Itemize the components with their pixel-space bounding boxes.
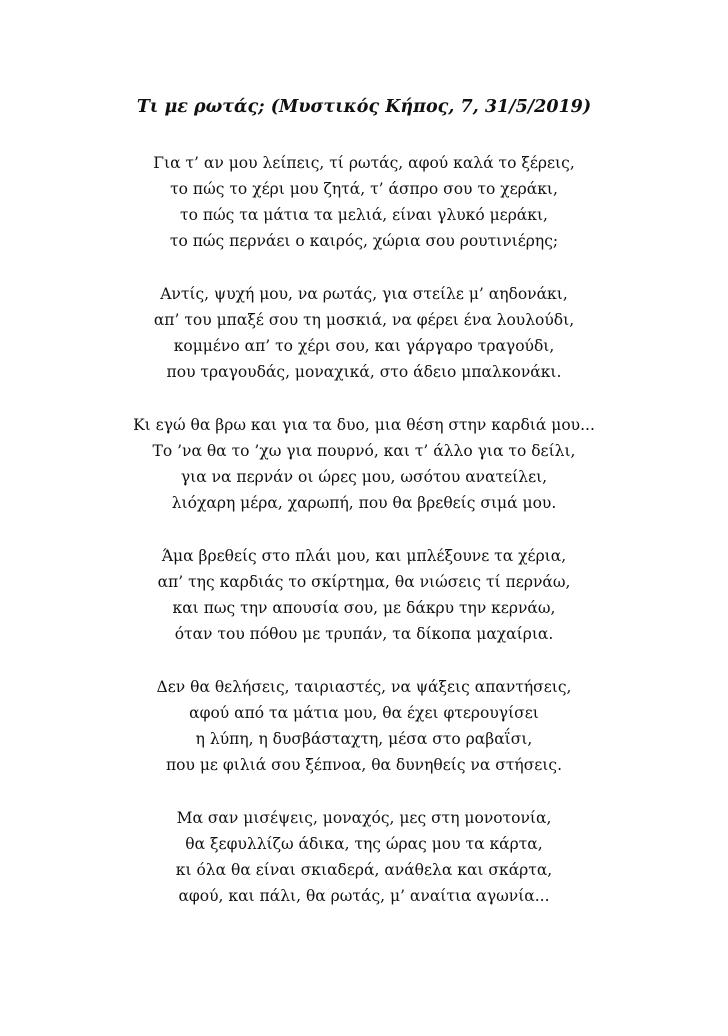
poem-line: θα ξεφυλλίζω άδικα, της ώρας μου τα κάρτα, bbox=[185, 835, 543, 853]
poem-line: απ’ του μπαξέ σου τη μοσκιά, να φέρει ένα λουλούδι, bbox=[153, 311, 575, 329]
poem-line: κι όλα θα είναι σκιαδερά, ανάθελα και σκάρτα, bbox=[175, 861, 553, 879]
poem-line: το πώς περνάει ο καιρός, χώρια σου ρουτινιέρης; bbox=[169, 232, 559, 250]
poem-line: Άμα βρεθείς στο πλάι μου, και μπλέξουνε τα χέρια, bbox=[161, 547, 567, 565]
poem-line: κομμένο απ’ το χέρι σου, και γάργαρο τραγούδι, bbox=[173, 337, 555, 355]
poem-body bbox=[0, 150, 728, 936]
poem-line: Δεν θα θελήσεις, ταιριαστές, να ψάξεις απαντήσεις, bbox=[156, 678, 572, 696]
poem-line: αφού, και πάλι, θα ρωτάς, μ’ αναίτια αγωνία... bbox=[178, 887, 550, 905]
poem-line: Για τ’ αν μου λείπεις, τί ρωτάς, αφού καλά το ξέρεις, bbox=[153, 154, 575, 172]
poem-line: Αντίς, ψυχή μου, να ρωτάς, για στείλε μ’ αηδονάκι, bbox=[160, 285, 568, 303]
poem-title: Τι με ρωτάς; (Μυστικός Κήπος, 7, 31/5/2019) bbox=[136, 97, 592, 117]
poem-line: και πως την απουσία σου, με δάκρυ την κερνάω, bbox=[172, 599, 556, 617]
stanza-6 bbox=[0, 805, 728, 909]
poem-line: απ’ της καρδιάς το σκίρτημα, θα νιώσεις τί περνάω, bbox=[157, 573, 571, 591]
poem-line: το πώς το χέρι μου ζητά, τ’ άσπρο σου το χεράκι, bbox=[170, 180, 558, 198]
stanza-4 bbox=[0, 543, 728, 647]
stanza-2 bbox=[0, 281, 728, 385]
poem-line: λιόχαρη μέρα, χαρωπή, που θα βρεθείς σιμά μου. bbox=[171, 494, 557, 512]
poem-line: Μα σαν μισέψεις, μοναχός, μες στη μονοτονία, bbox=[176, 809, 552, 827]
stanza-5 bbox=[0, 674, 728, 778]
poem-line: που με φιλιά σου ξέπνοα, θα δυνηθείς να στήσεις. bbox=[165, 756, 562, 774]
poem-line: το πώς τα μάτια τα μελιά, είναι γλυκό μεράκι, bbox=[180, 206, 548, 224]
poem-line: για να περνάν οι ώρες μου, ωσότου ανατείλει, bbox=[180, 468, 548, 486]
poem-line: όταν του πόθου με τρυπάν, τα δίκοπα μαχαίρια. bbox=[174, 625, 554, 643]
poem-line: Το ’να θα το ’χω για πουρνό, και τ’ άλλο για το δείλι, bbox=[152, 442, 576, 460]
poem-line: Κι εγώ θα βρω και για τα δυο, μια θέση στην καρδιά μου... bbox=[133, 416, 595, 434]
poem-line: η λύπη, η δυσβάσταχτη, μέσα στο ραβαΐσι, bbox=[195, 730, 533, 748]
stanza-1 bbox=[0, 150, 728, 254]
poem-line: αφού από τα μάτια μου, θα έχει φτερουγίσει bbox=[189, 704, 539, 722]
poem-line: που τραγουδάς, μοναχικά, στο άδειο μπαλκονάκι. bbox=[166, 363, 562, 381]
stanza-3 bbox=[0, 412, 728, 516]
